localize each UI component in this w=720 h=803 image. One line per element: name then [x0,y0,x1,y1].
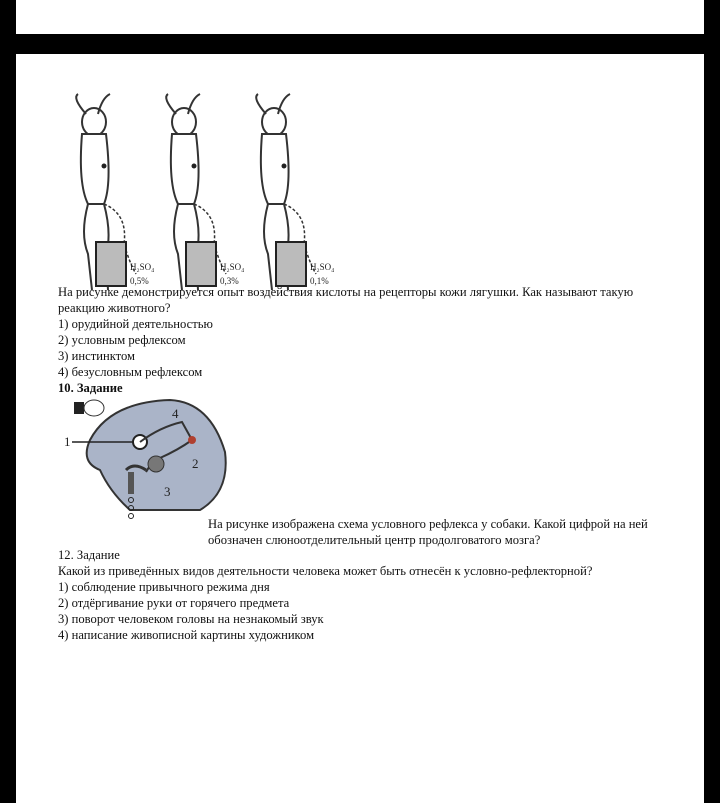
question-frog-text: На рисунке демонстрируется опыт воздействия кислоты на рецепторы кожи лягушки. Как называют такую реакцию животного? [58,285,634,315]
task-12-block [58,547,678,643]
dog-label-1: 1 [64,434,71,449]
dog-label-3: 3 [164,484,171,499]
question-frog-option-3: 3) инстинктом [58,349,136,363]
dog-label-4: 4 [172,406,179,421]
frog-2-concentration: 0,3% [220,276,239,286]
task-12-option-3: 3) поворот человеком головы на незнакомый звук [58,612,324,626]
task-12-option-2: 2) отдёргивание руки от горячего предмета [58,596,290,610]
task-12-option-1: 1) соблюдение привычного режима дня [58,580,270,594]
frog-2-acid: H₂SO₄ [220,262,245,272]
frog-1-concentration: 0,5% [130,276,149,286]
task-12-text: Какой из приведённых видов деятельности человека может быть отнесён к условно-рефлекторной? [58,564,593,578]
frog-3-acid: H₂SO₄ [310,262,335,272]
question-frog-option-4: 4) безусловным рефлексом [58,365,203,379]
dog-label-2: 2 [192,456,199,471]
question-frog-option-2: 2) условным рефлексом [58,333,186,347]
task-12-option-4: 4) написание живописной картины художником [58,628,315,642]
frog-2 [166,94,244,290]
dog-reflex-figure [60,392,235,522]
frog-3-concentration: 0,1% [310,276,329,286]
question-frog-option-1: 1) орудийной деятельностью [58,317,213,331]
task-10-heading: 10. Задание [58,381,123,395]
frog-experiment-figure [58,94,335,290]
document-page [16,54,704,803]
page-top-strip [16,0,704,34]
frog-3 [256,94,334,290]
frog-1 [76,94,154,290]
frog-1-acid: H₂SO₄ [130,262,155,272]
question-frog-block [58,284,658,396]
task-12-heading: 12. Задание [58,548,120,562]
task-10-text: На рисунке изображена схема условного рефлекса у собаки. Какой цифрой на ней обозначен слюноотделительный центр продолговатого мозга? [208,517,648,547]
